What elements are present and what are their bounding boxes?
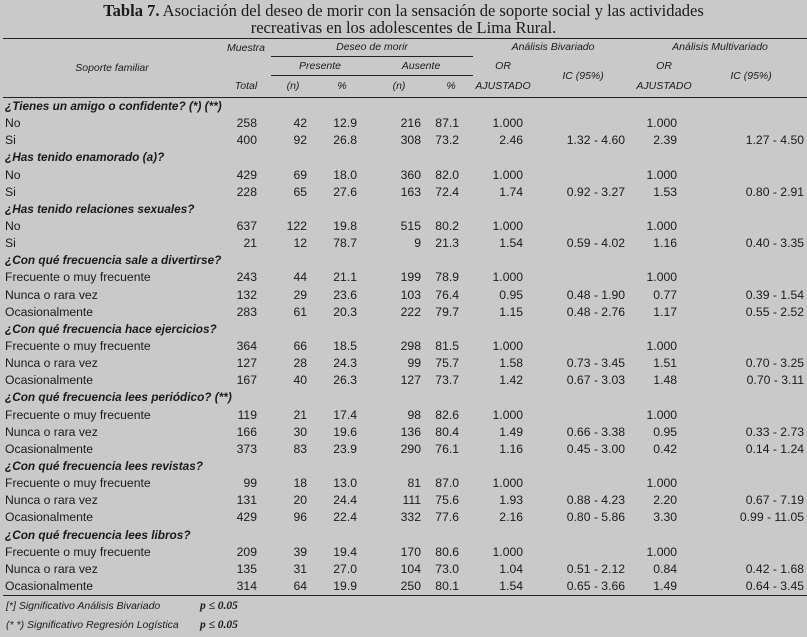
row-label: No bbox=[5, 167, 21, 182]
cell-total: 258 bbox=[236, 116, 257, 131]
cell-ausente-pct: 73.2 bbox=[435, 133, 460, 148]
cell-ic-bivariado: 0.66 - 3.38 bbox=[566, 424, 626, 439]
cell-presente-pct: 24.3 bbox=[333, 356, 357, 371]
table-row bbox=[3, 372, 807, 389]
cell-presente-n: 44 bbox=[293, 270, 307, 285]
section-question-row bbox=[3, 201, 807, 218]
cell-or-multivariado: 3.30 bbox=[653, 510, 678, 525]
cell-ic-bivariado: 0.51 - 2.12 bbox=[566, 561, 626, 576]
table-row bbox=[3, 578, 807, 596]
cell-presente-n: 61 bbox=[293, 304, 307, 319]
section-question-row bbox=[3, 149, 807, 166]
cell-or-bivariado: 1.93 bbox=[499, 493, 524, 508]
cell-ausente-pct: 80.6 bbox=[435, 544, 460, 559]
cell-ausente-pct: 73.0 bbox=[435, 561, 460, 576]
cell-presente-pct: 21.1 bbox=[333, 270, 357, 285]
cell-presente-pct: 24.4 bbox=[333, 493, 357, 508]
cell-ic-multivariado: 0.80 - 2.91 bbox=[745, 184, 805, 199]
cell-ic-multivariado bbox=[695, 475, 807, 492]
cell-presente-pct: 19.9 bbox=[333, 579, 357, 593]
cell-total: 283 bbox=[236, 304, 257, 319]
cell-presente-n: 12 bbox=[293, 236, 307, 251]
cell-or-multivariado: 1.000 bbox=[646, 116, 678, 131]
row-label: Frecuente o muy frecuente bbox=[5, 476, 151, 491]
cell-ausente-pct: 75.6 bbox=[435, 493, 460, 508]
table-row bbox=[3, 304, 807, 321]
cell-total: 400 bbox=[236, 133, 257, 148]
header-ausente-n: (n) bbox=[392, 80, 406, 92]
header-bivariado: Análisis Bivariado bbox=[511, 41, 595, 54]
section-question: ¿Has tenido enamorado (a)? bbox=[5, 150, 165, 165]
cell-ic-bivariado bbox=[533, 407, 633, 424]
cell-presente-pct: 26.8 bbox=[333, 133, 357, 148]
cell-ic-multivariado: 0.39 - 1.54 bbox=[745, 287, 805, 302]
cell-or-bivariado: 1.000 bbox=[492, 219, 524, 234]
cell-ic-multivariado: 1.27 - 4.50 bbox=[745, 133, 805, 148]
table-row bbox=[3, 132, 807, 149]
cell-presente-pct: 27.0 bbox=[333, 561, 357, 576]
table-number: Tabla 7. bbox=[103, 1, 160, 20]
cell-total: 119 bbox=[237, 407, 257, 422]
cell-presente-n: 28 bbox=[293, 356, 307, 371]
header-ausente-pct: % bbox=[446, 80, 456, 92]
header-multivariado: Análisis Multivariado bbox=[672, 41, 768, 54]
cell-ic-bivariado bbox=[533, 218, 633, 235]
cell-total: 99 bbox=[243, 476, 257, 491]
header-or-bivariado: OR bbox=[495, 59, 511, 72]
cell-ausente-n: 290 bbox=[400, 441, 421, 456]
cell-ic-multivariado: 0.70 - 3.25 bbox=[745, 356, 805, 371]
cell-ic-multivariado bbox=[695, 167, 807, 184]
section-question: ¿Con qué frecuencia hace ejercicios? bbox=[5, 321, 217, 336]
cell-or-multivariado: 1.000 bbox=[646, 407, 678, 422]
cell-or-multivariado: 1.17 bbox=[653, 304, 678, 319]
cell-or-multivariado: 2.39 bbox=[653, 133, 678, 148]
cell-or-multivariado: 1.53 bbox=[653, 184, 678, 199]
cell-ic-multivariado bbox=[695, 218, 807, 235]
table-row bbox=[3, 544, 807, 561]
header-muestra: Muestra bbox=[227, 41, 265, 54]
cell-ausente-n: 103 bbox=[400, 287, 421, 302]
row-label: No bbox=[5, 116, 21, 131]
cell-ausente-n: 9 bbox=[414, 236, 421, 251]
cell-ic-bivariado bbox=[533, 338, 633, 355]
row-label: Ocasionalmente bbox=[5, 579, 94, 593]
cell-presente-n: 39 bbox=[293, 544, 307, 559]
cell-ausente-pct: 72.4 bbox=[435, 184, 460, 199]
cell-total: 314 bbox=[236, 579, 257, 593]
cell-or-bivariado: 2.16 bbox=[499, 510, 524, 525]
row-label: Nunca o rara vez bbox=[5, 356, 98, 371]
cell-ausente-n: 360 bbox=[400, 167, 421, 182]
cell-presente-n: 65 bbox=[293, 184, 307, 199]
footnote-1-p: p ≤ 0.05 bbox=[200, 600, 238, 612]
cell-or-multivariado: 1.48 bbox=[653, 373, 678, 388]
header-presente-n: (n) bbox=[286, 80, 300, 92]
section-question-row bbox=[3, 458, 807, 475]
cell-or-bivariado: 1.000 bbox=[492, 407, 524, 422]
row-label: Nunca o rara vez bbox=[5, 287, 98, 302]
cell-presente-pct: 78.7 bbox=[333, 236, 357, 251]
cell-or-multivariado: 1.000 bbox=[646, 544, 678, 559]
header-presente-pct: % bbox=[337, 80, 347, 92]
cell-ic-bivariado bbox=[533, 167, 633, 184]
cell-or-bivariado: 1.49 bbox=[499, 424, 524, 439]
cell-presente-pct: 13.0 bbox=[333, 476, 357, 491]
cell-total: 429 bbox=[236, 167, 257, 182]
cell-total: 166 bbox=[236, 424, 257, 439]
cell-presente-pct: 19.6 bbox=[333, 424, 357, 439]
cell-or-multivariado: 1.000 bbox=[646, 270, 678, 285]
row-label: Frecuente o muy frecuente bbox=[5, 270, 151, 285]
cell-ausente-n: 199 bbox=[400, 270, 421, 285]
row-label: Ocasionalmente bbox=[5, 441, 94, 456]
cell-ic-bivariado bbox=[533, 115, 633, 132]
cell-ic-multivariado: 0.67 - 7.19 bbox=[745, 493, 805, 508]
footnote-1-text: [*] Significativo Análisis Bivariado bbox=[6, 600, 161, 612]
cell-or-bivariado: 0.95 bbox=[499, 287, 524, 302]
cell-presente-n: 69 bbox=[293, 167, 307, 182]
cell-ic-multivariado: 0.14 - 1.24 bbox=[745, 441, 805, 456]
cell-presente-pct: 23.6 bbox=[333, 287, 357, 302]
cell-presente-n: 92 bbox=[293, 133, 307, 148]
table-row bbox=[3, 184, 807, 201]
cell-presente-n: 18 bbox=[293, 476, 307, 491]
cell-or-bivariado: 1.15 bbox=[499, 304, 524, 319]
cell-total: 127 bbox=[236, 356, 257, 371]
cell-ic-bivariado: 0.73 - 3.45 bbox=[566, 356, 626, 371]
cell-or-bivariado: 1.000 bbox=[492, 476, 524, 491]
cell-presente-pct: 12.9 bbox=[333, 116, 357, 131]
cell-ausente-pct: 80.2 bbox=[435, 219, 460, 234]
cell-total: 167 bbox=[236, 373, 257, 388]
cell-ic-bivariado: 0.92 - 3.27 bbox=[566, 184, 626, 199]
table-row bbox=[3, 475, 807, 492]
cell-ic-bivariado bbox=[533, 269, 633, 286]
header-presente: Presente bbox=[271, 57, 369, 76]
cell-ic-multivariado bbox=[695, 269, 807, 286]
cell-or-bivariado: 1.000 bbox=[492, 270, 524, 285]
cell-ausente-pct: 78.9 bbox=[435, 270, 460, 285]
section-question-row bbox=[3, 527, 807, 544]
cell-total: 21 bbox=[243, 236, 257, 251]
cell-ausente-n: 250 bbox=[400, 579, 421, 593]
cell-ausente-pct: 82.0 bbox=[435, 167, 460, 182]
cell-ic-bivariado: 0.48 - 1.90 bbox=[566, 287, 626, 302]
table-row bbox=[3, 407, 807, 424]
cell-ausente-n: 127 bbox=[400, 373, 421, 388]
cell-total: 132 bbox=[236, 287, 257, 302]
cell-presente-pct: 19.4 bbox=[333, 544, 357, 559]
cell-or-bivariado: 1.74 bbox=[499, 184, 524, 199]
cell-ausente-n: 515 bbox=[400, 219, 421, 234]
cell-ausente-n: 98 bbox=[407, 407, 421, 422]
cell-presente-pct: 26.3 bbox=[333, 373, 357, 388]
section-question-row bbox=[3, 321, 807, 338]
cell-total: 243 bbox=[236, 270, 257, 285]
cell-presente-pct: 23.9 bbox=[333, 441, 357, 456]
cell-ausente-n: 308 bbox=[400, 133, 421, 148]
cell-ausente-n: 99 bbox=[407, 356, 421, 371]
header-ic-multivariado: IC (95%) bbox=[695, 57, 807, 98]
header-ajustado-bivariado: AJUSTADO bbox=[475, 79, 531, 92]
cell-or-bivariado: 2.46 bbox=[499, 133, 524, 148]
cell-ic-multivariado: 0.33 - 2.73 bbox=[745, 424, 805, 439]
cell-or-multivariado: 1.49 bbox=[653, 579, 678, 593]
cell-ic-multivariado: 0.40 - 3.35 bbox=[745, 236, 805, 251]
cell-ausente-n: 332 bbox=[400, 510, 421, 525]
cell-or-bivariado: 1.58 bbox=[499, 356, 524, 371]
cell-or-multivariado: 1.51 bbox=[653, 356, 678, 371]
cell-or-multivariado: 0.84 bbox=[653, 561, 678, 576]
cell-or-bivariado: 1.16 bbox=[499, 441, 524, 456]
cell-ausente-n: 216 bbox=[400, 116, 421, 131]
cell-or-multivariado: 1.000 bbox=[646, 476, 678, 491]
cell-or-bivariado: 1.000 bbox=[492, 544, 524, 559]
cell-or-multivariado: 1.000 bbox=[646, 339, 678, 354]
cell-ausente-pct: 87.0 bbox=[435, 476, 460, 491]
section-question: ¿Con qué frecuencia lees libros? bbox=[5, 527, 191, 542]
row-label: Si bbox=[5, 133, 16, 148]
cell-ic-bivariado: 0.80 - 5.86 bbox=[566, 510, 626, 525]
cell-or-multivariado: 0.42 bbox=[653, 441, 678, 456]
row-label: Frecuente o muy frecuente bbox=[5, 544, 151, 559]
cell-ic-multivariado: 0.70 - 3.11 bbox=[746, 373, 805, 388]
cell-total: 373 bbox=[236, 441, 257, 456]
cell-ausente-pct: 87.1 bbox=[435, 116, 460, 131]
cell-ausente-pct: 76.1 bbox=[435, 441, 460, 456]
cell-or-multivariado: 0.77 bbox=[653, 287, 678, 302]
cell-presente-n: 31 bbox=[293, 561, 307, 576]
section-question: ¿Con qué frecuencia lees revistas? bbox=[5, 459, 204, 474]
cell-ic-multivariado bbox=[695, 338, 807, 355]
cell-presente-n: 21 bbox=[293, 407, 307, 422]
cell-ausente-pct: 21.3 bbox=[435, 236, 460, 251]
header-ic-bivariado: IC (95%) bbox=[533, 57, 633, 98]
cell-presente-n: 122 bbox=[286, 219, 307, 234]
title-line-2: recreativas en los adolescentes de Lima Rural. bbox=[250, 18, 557, 37]
row-label: No bbox=[5, 219, 21, 234]
header-total: Total bbox=[234, 79, 258, 92]
table-row bbox=[3, 509, 807, 526]
row-label: Ocasionalmente bbox=[5, 373, 94, 388]
cell-or-bivariado: 1.000 bbox=[492, 167, 524, 182]
cell-ausente-pct: 77.6 bbox=[435, 510, 460, 525]
cell-or-bivariado: 1.54 bbox=[499, 236, 524, 251]
cell-ausente-pct: 80.4 bbox=[435, 424, 460, 439]
cell-ic-bivariado bbox=[533, 475, 633, 492]
table-row bbox=[3, 492, 807, 509]
row-label: Frecuente o muy frecuente bbox=[5, 407, 151, 422]
row-label: Nunca o rara vez bbox=[5, 424, 98, 439]
cell-presente-pct: 18.0 bbox=[333, 167, 357, 182]
cell-ic-multivariado bbox=[695, 407, 807, 424]
results-table bbox=[3, 38, 807, 596]
cell-or-multivariado: 1.000 bbox=[646, 167, 678, 182]
table-row bbox=[3, 561, 807, 578]
cell-ausente-pct: 80.1 bbox=[435, 579, 460, 593]
footnote-1 bbox=[6, 600, 238, 612]
cell-ic-multivariado: 0.99 - 11.05 bbox=[739, 510, 805, 525]
row-label: Ocasionalmente bbox=[5, 304, 94, 319]
table-body bbox=[3, 98, 807, 596]
cell-or-bivariado: 1.42 bbox=[499, 373, 524, 388]
table-row bbox=[3, 441, 807, 458]
header-ausente: Ausente bbox=[369, 57, 473, 76]
cell-ic-bivariado: 0.45 - 3.00 bbox=[566, 441, 626, 456]
cell-ausente-n: 81 bbox=[407, 476, 421, 491]
cell-ic-multivariado: 0.55 - 2.52 bbox=[745, 304, 805, 319]
cell-ic-multivariado bbox=[695, 544, 807, 561]
row-label: Si bbox=[5, 236, 16, 251]
cell-total: 637 bbox=[236, 219, 257, 234]
cell-ausente-n: 136 bbox=[400, 424, 421, 439]
cell-ausente-pct: 79.7 bbox=[435, 304, 460, 319]
section-question: ¿Con qué frecuencia sale a divertirse? bbox=[5, 253, 222, 268]
footnote-2 bbox=[6, 619, 238, 631]
section-question-row bbox=[3, 389, 807, 406]
cell-or-multivariado: 1.000 bbox=[646, 219, 678, 234]
table-row bbox=[3, 235, 807, 252]
cell-presente-n: 29 bbox=[293, 287, 307, 302]
cell-presente-n: 20 bbox=[293, 493, 307, 508]
cell-presente-n: 30 bbox=[293, 424, 307, 439]
table-row bbox=[3, 338, 807, 355]
cell-presente-n: 40 bbox=[293, 373, 307, 388]
table-row bbox=[3, 115, 807, 132]
cell-ausente-pct: 73.7 bbox=[435, 373, 460, 388]
cell-or-bivariado: 1.000 bbox=[492, 116, 524, 131]
cell-presente-pct: 27.6 bbox=[333, 184, 357, 199]
row-label: Ocasionalmente bbox=[5, 510, 94, 525]
row-label: Nunca o rara vez bbox=[5, 561, 98, 576]
cell-ic-bivariado: 0.67 - 3.03 bbox=[566, 373, 626, 388]
title-line-1: Asociación del deseo de morir con la sensación de soporte social y las actividades bbox=[162, 1, 704, 20]
section-question-row bbox=[3, 252, 807, 269]
cell-or-bivariado: 1.000 bbox=[492, 339, 524, 354]
cell-ic-bivariado: 0.59 - 4.02 bbox=[566, 236, 626, 251]
section-question-row bbox=[3, 98, 807, 116]
cell-ausente-pct: 81.5 bbox=[435, 339, 460, 354]
header-or-multivariado: OR bbox=[656, 59, 672, 72]
cell-ic-bivariado: 0.48 - 2.76 bbox=[566, 304, 626, 319]
cell-or-multivariado: 0.95 bbox=[653, 424, 678, 439]
cell-presente-n: 83 bbox=[293, 441, 307, 456]
cell-presente-n: 96 bbox=[293, 510, 307, 525]
table-row bbox=[3, 167, 807, 184]
table-row bbox=[3, 355, 807, 372]
table-row bbox=[3, 424, 807, 441]
cell-total: 209 bbox=[236, 544, 257, 559]
cell-ausente-pct: 76.4 bbox=[435, 287, 460, 302]
cell-ausente-pct: 75.7 bbox=[435, 356, 460, 371]
cell-presente-n: 66 bbox=[293, 339, 307, 354]
cell-ic-multivariado: 0.64 - 3.45 bbox=[745, 579, 805, 593]
cell-or-multivariado: 2.20 bbox=[653, 493, 678, 508]
cell-or-bivariado: 1.04 bbox=[499, 561, 524, 576]
cell-ic-bivariado: 1.32 - 4.60 bbox=[566, 133, 626, 148]
header-ajustado-multivariado: AJUSTADO bbox=[636, 79, 692, 92]
cell-or-multivariado: 1.16 bbox=[653, 236, 678, 251]
cell-total: 135 bbox=[236, 561, 257, 576]
cell-ausente-pct: 82.6 bbox=[435, 407, 460, 422]
row-label: Frecuente o muy frecuente bbox=[5, 339, 151, 354]
header-deseo: Deseo de morir bbox=[271, 39, 473, 57]
cell-total: 228 bbox=[236, 184, 257, 199]
cell-total: 429 bbox=[236, 510, 257, 525]
header-row-1 bbox=[3, 39, 807, 57]
cell-ausente-n: 170 bbox=[400, 544, 421, 559]
cell-ausente-n: 298 bbox=[400, 339, 421, 354]
cell-presente-pct: 18.5 bbox=[333, 339, 357, 354]
row-label: Si bbox=[5, 184, 16, 199]
cell-ic-multivariado bbox=[695, 115, 807, 132]
cell-presente-pct: 17.4 bbox=[333, 407, 357, 422]
footnote-2-p: p ≤ 0.05 bbox=[200, 619, 238, 631]
cell-ic-bivariado: 0.65 - 3.66 bbox=[566, 579, 626, 593]
row-label: Nunca o rara vez bbox=[5, 493, 98, 508]
cell-presente-pct: 20.3 bbox=[333, 304, 357, 319]
cell-presente-pct: 19.8 bbox=[333, 219, 357, 234]
cell-ic-multivariado: 0.42 - 1.68 bbox=[745, 561, 805, 576]
cell-total: 364 bbox=[236, 339, 257, 354]
cell-or-bivariado: 1.54 bbox=[499, 579, 524, 593]
section-question: ¿Con qué frecuencia lees periódico? (**) bbox=[5, 390, 232, 405]
table-row bbox=[3, 218, 807, 235]
cell-ausente-n: 222 bbox=[400, 304, 421, 319]
table-row bbox=[3, 287, 807, 304]
cell-ausente-n: 104 bbox=[400, 561, 421, 576]
cell-ic-bivariado bbox=[533, 544, 633, 561]
cell-ausente-n: 111 bbox=[402, 493, 421, 508]
section-question: ¿Tienes un amigo o confidente? (*) (**) bbox=[5, 99, 222, 114]
cell-presente-pct: 22.4 bbox=[333, 510, 357, 525]
footnote-2-text: (* *) Significativo Regresión Logística bbox=[6, 619, 179, 631]
cell-total: 131 bbox=[236, 493, 257, 508]
cell-presente-n: 42 bbox=[293, 116, 307, 131]
table-row bbox=[3, 269, 807, 286]
cell-ic-bivariado: 0.88 - 4.23 bbox=[566, 493, 626, 508]
cell-ausente-n: 163 bbox=[400, 184, 421, 199]
section-question: ¿Has tenido relaciones sexuales? bbox=[5, 201, 195, 216]
table-title bbox=[0, 2, 807, 36]
header-soporte: Soporte familiar bbox=[3, 39, 221, 98]
cell-presente-n: 64 bbox=[293, 579, 307, 593]
